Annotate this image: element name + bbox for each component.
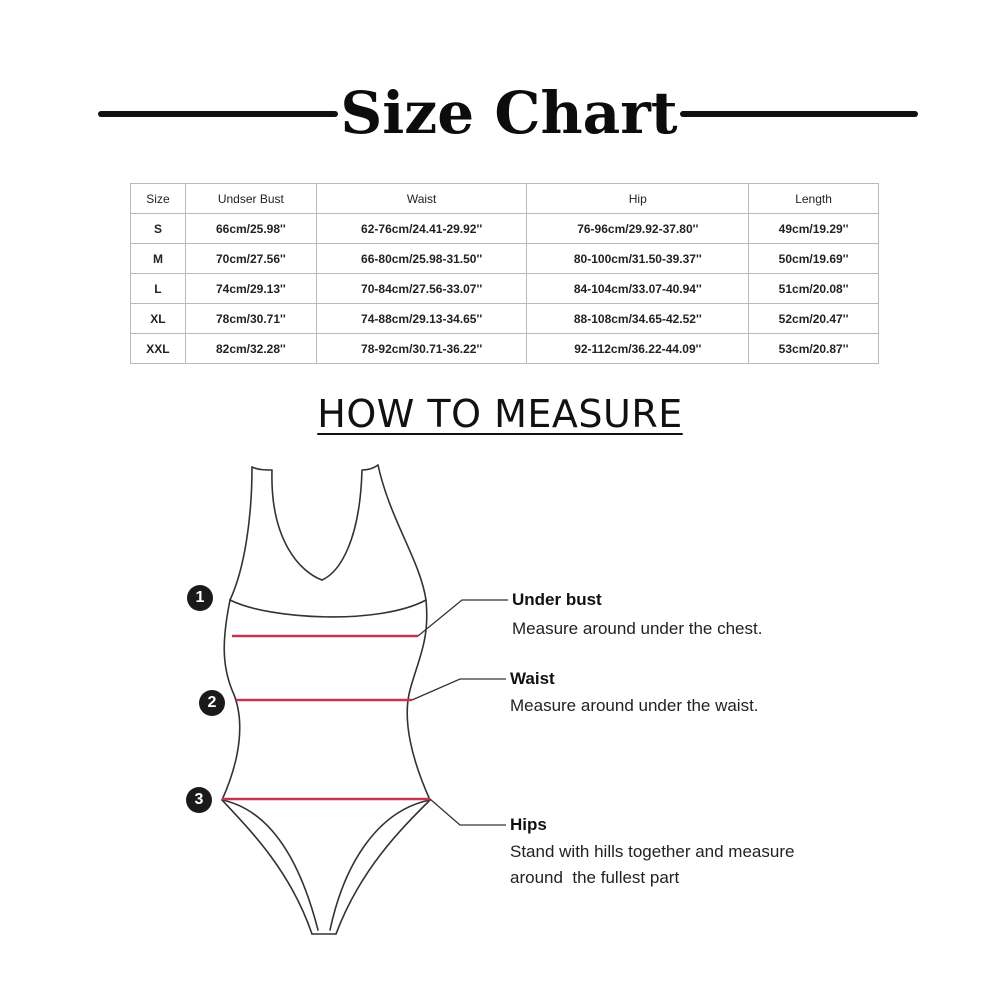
hips-leader	[430, 799, 506, 825]
cell-under-bust: 66cm/25.98''	[185, 214, 316, 244]
cell-length: 51cm/20.08''	[749, 274, 879, 304]
cell-under-bust: 74cm/29.13''	[185, 274, 316, 304]
under-bust-leader	[418, 600, 508, 636]
table-row	[131, 334, 879, 364]
cell-hip: 80-100cm/31.50-39.37''	[527, 244, 749, 274]
under-bust-title: Under bust	[512, 590, 602, 609]
header-waist: Waist	[316, 184, 527, 214]
title-rule-left	[98, 111, 338, 117]
cell-size: XXL	[131, 334, 186, 364]
badge-1: 1	[187, 585, 213, 611]
cell-waist: 62-76cm/24.41-29.92''	[316, 214, 527, 244]
waist-leader	[412, 679, 506, 700]
header-hip: Hip	[527, 184, 749, 214]
cell-length: 52cm/20.47''	[749, 304, 879, 334]
badge-3: 3	[186, 787, 212, 813]
how-to-measure-heading: HOW TO MEASURE	[317, 392, 683, 436]
table-header-row	[131, 184, 879, 214]
waist-description: Measure around under the waist.	[510, 696, 759, 715]
cell-under-bust: 78cm/30.71''	[185, 304, 316, 334]
cell-size: S	[131, 214, 186, 244]
cell-hip: 92-112cm/36.22-44.09''	[527, 334, 749, 364]
cell-hip: 88-108cm/34.65-42.52''	[527, 304, 749, 334]
hips-description-line-2: around the fullest part	[510, 868, 680, 887]
hips-title: Hips	[510, 815, 547, 834]
cell-hip: 76-96cm/29.92-37.80''	[527, 214, 749, 244]
hips-description-line-1: Stand with hills together and measure	[510, 842, 795, 861]
table-row	[131, 274, 879, 304]
page-title: Size Chart	[340, 79, 678, 147]
cell-length: 49cm/19.29''	[749, 214, 879, 244]
swimsuit-diagram	[0, 440, 1000, 1000]
cell-size: XL	[131, 304, 186, 334]
title-rule-right	[680, 111, 918, 117]
cell-size: M	[131, 244, 186, 274]
cell-length: 50cm/19.69''	[749, 244, 879, 274]
table-row	[131, 304, 879, 334]
under-bust-description: Measure around under the chest.	[512, 619, 763, 638]
cell-waist: 74-88cm/29.13-34.65''	[316, 304, 527, 334]
cell-waist: 78-92cm/30.71-36.22''	[316, 334, 527, 364]
header-under-bust: Undser Bust	[185, 184, 316, 214]
cell-hip: 84-104cm/33.07-40.94''	[527, 274, 749, 304]
cell-length: 53cm/20.87''	[749, 334, 879, 364]
cell-waist: 70-84cm/27.56-33.07''	[316, 274, 527, 304]
header-length: Length	[749, 184, 879, 214]
table-row	[131, 214, 879, 244]
cell-under-bust: 70cm/27.56''	[185, 244, 316, 274]
cell-under-bust: 82cm/32.28''	[185, 334, 316, 364]
badge-2: 2	[199, 690, 225, 716]
header-size: Size	[131, 184, 186, 214]
cell-size: L	[131, 274, 186, 304]
size-table	[130, 183, 879, 364]
cell-waist: 66-80cm/25.98-31.50''	[316, 244, 527, 274]
table-row	[131, 244, 879, 274]
waist-title: Waist	[510, 669, 555, 688]
